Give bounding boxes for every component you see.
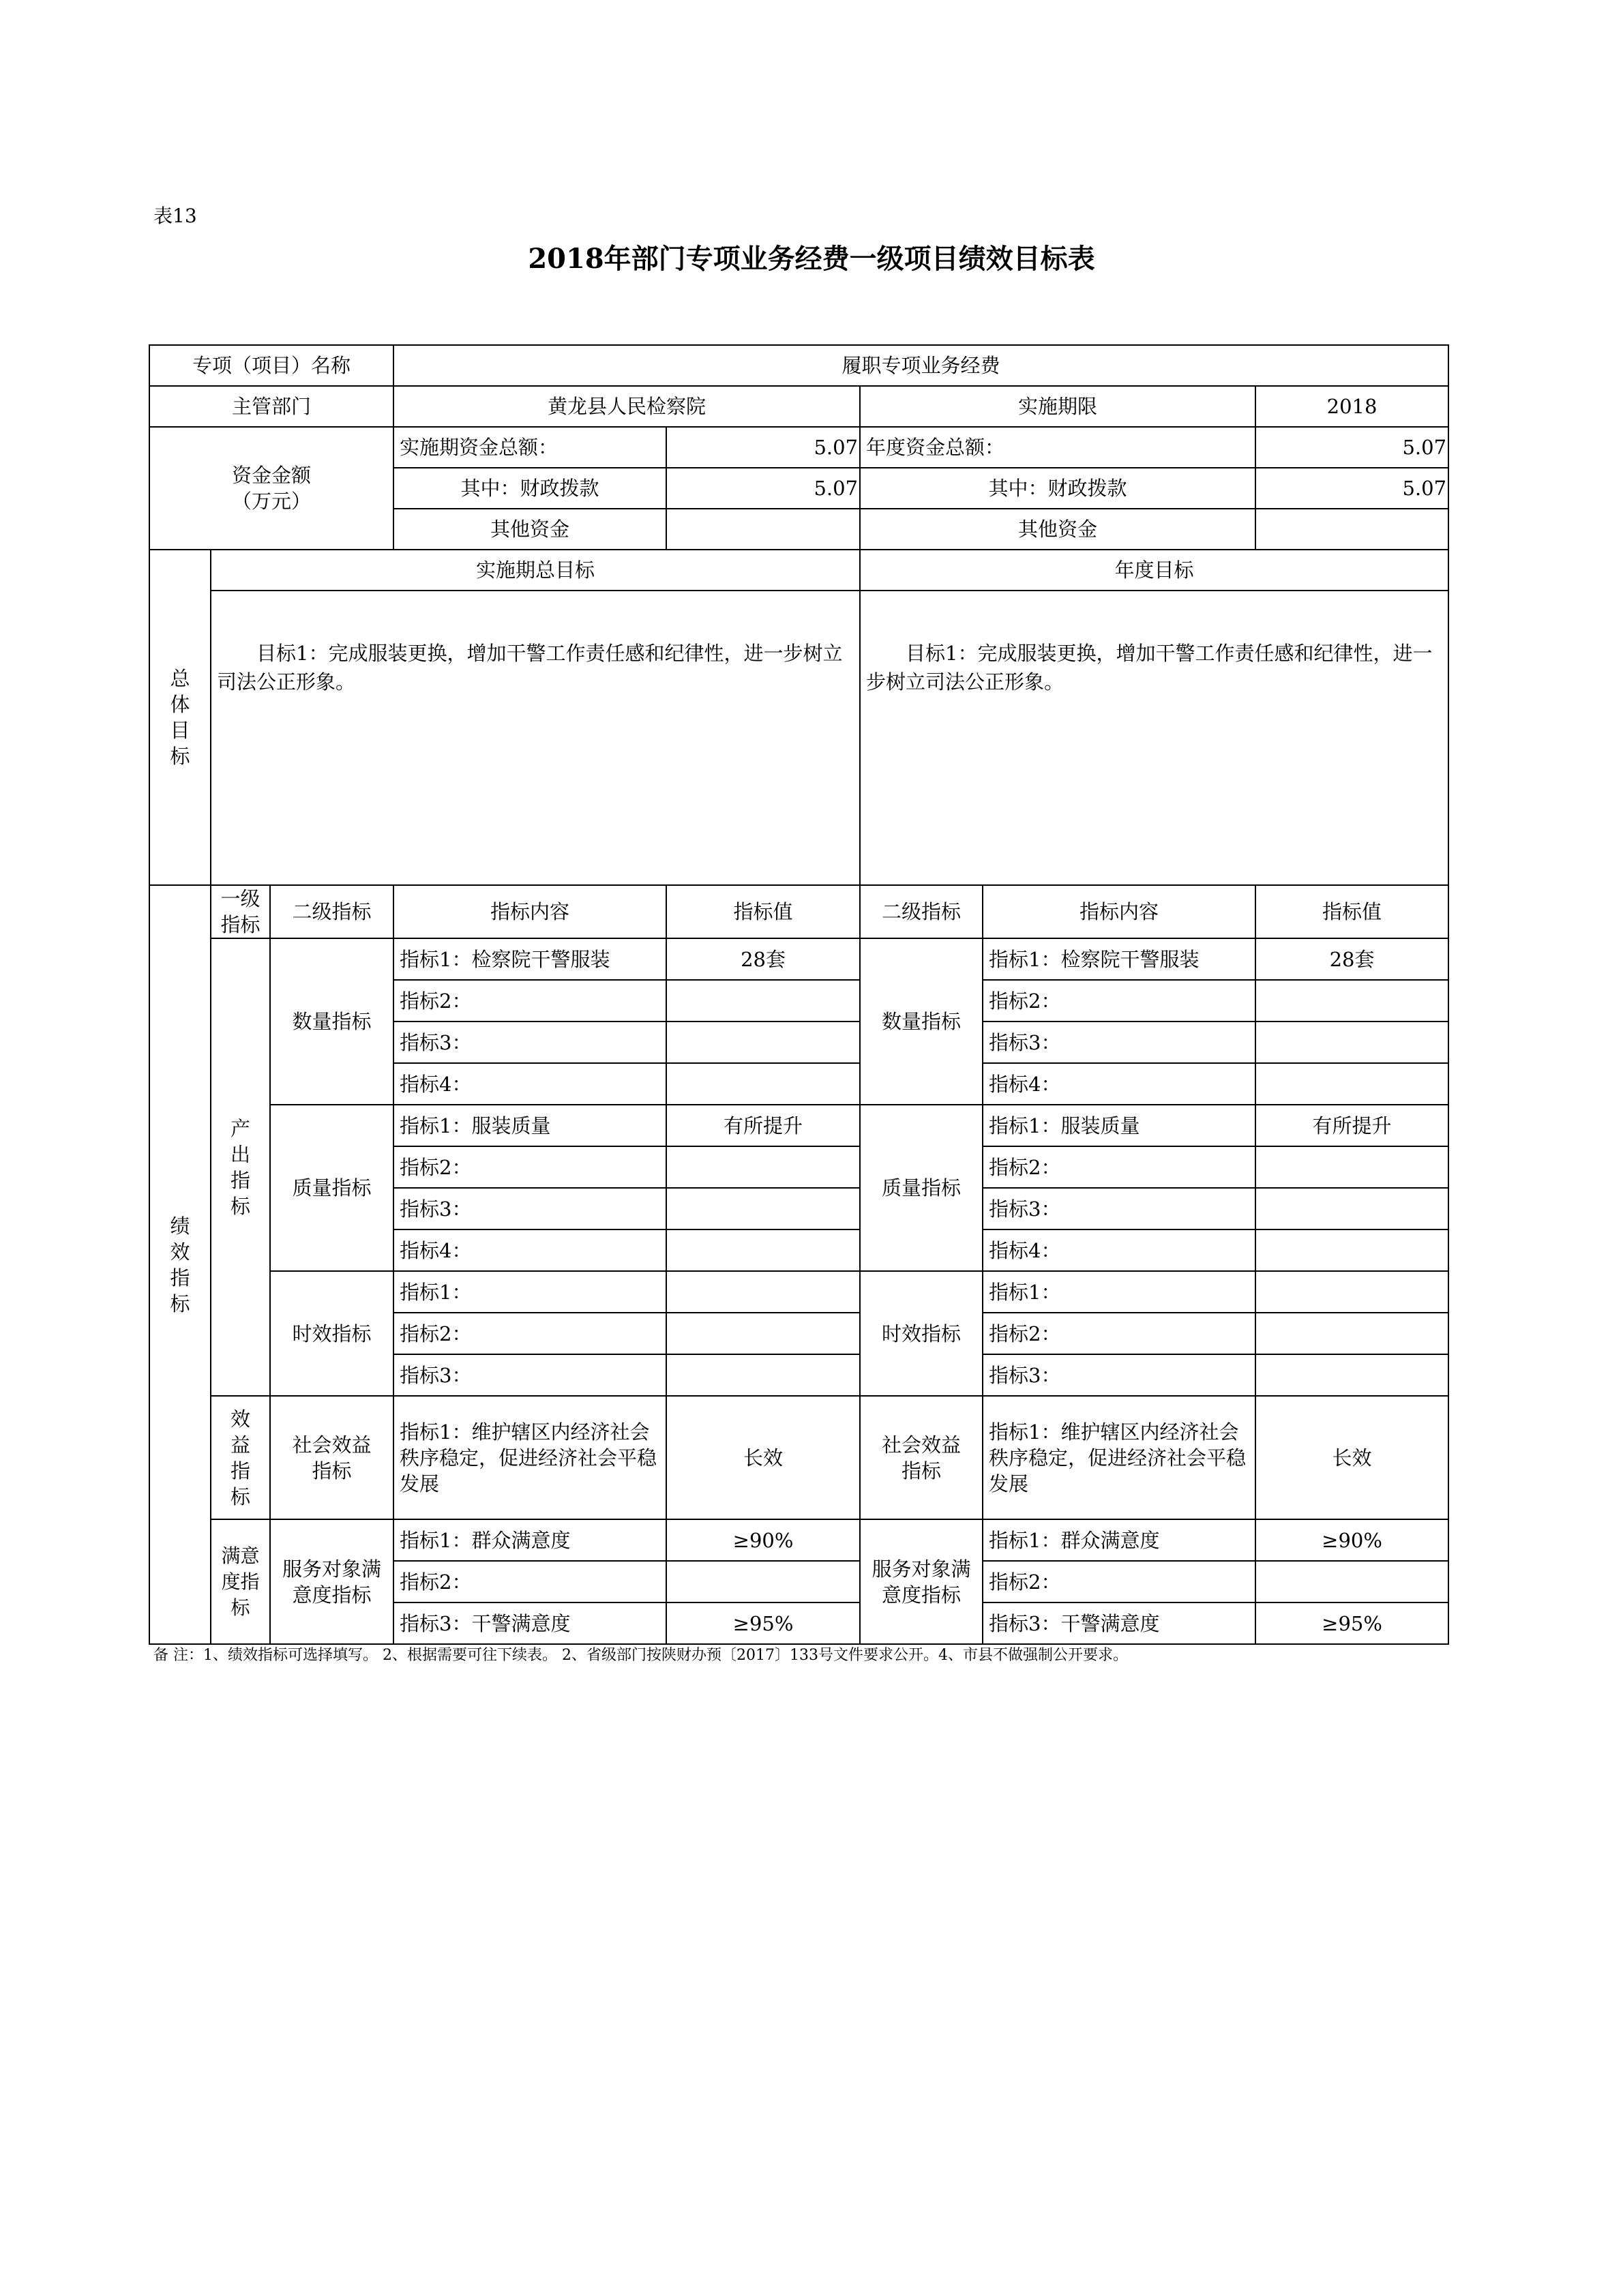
indicator-value <box>666 1146 860 1188</box>
indicator-content: 指标2： <box>393 1313 666 1354</box>
indicator-content: 指标2： <box>393 1561 666 1602</box>
indicator-content-annual: 指标3： <box>983 1022 1255 1063</box>
indicator-content-annual: 指标1： <box>983 1271 1255 1313</box>
row-project-name <box>149 345 1448 386</box>
indicator-content-annual: 指标3：干警满意度 <box>983 1602 1255 1644</box>
period-label: 实施期限 <box>860 386 1255 427</box>
indicator-content-annual: 指标1：检察院干警服装 <box>983 938 1255 980</box>
indicator-content-annual: 指标2： <box>983 1146 1255 1188</box>
indicator-value <box>666 1022 860 1063</box>
funds-label-line1: 资金金额 <box>232 464 312 487</box>
benefit-indicator-label: 效益指标 <box>211 1396 270 1519</box>
indicator-content-annual: 指标1：群众满意度 <box>983 1519 1255 1561</box>
indicator-value-annual: 28套 <box>1255 938 1448 980</box>
indicator-content-annual: 指标2： <box>983 1561 1255 1602</box>
indicator-value-annual <box>1255 980 1448 1022</box>
indicator-value-annual <box>1255 1229 1448 1271</box>
content-header: 指标内容 <box>393 885 666 938</box>
level2-header: 二级指标 <box>270 885 393 938</box>
department-value: 黄龙县人民检察院 <box>393 386 860 427</box>
quality-label: 质量指标 <box>270 1105 393 1271</box>
indicator-content-annual: 指标4： <box>983 1063 1255 1105</box>
footnote: 备 注：1、绩效指标可选择填写。 2、根据需要可往下续表。 2、省级部门按陕财办预〔2017〕133号文件要求公开。4、市县不做强制公开要求。 <box>153 1647 1128 1664</box>
indicator-value <box>666 1313 860 1354</box>
indicator-content: 指标3：干警满意度 <box>393 1602 666 1644</box>
indicator-value: 28套 <box>666 938 860 980</box>
annual-funds-other-value <box>1255 509 1448 550</box>
funds-total-label: 实施期资金总额： <box>393 427 666 468</box>
table-number: 表13 <box>153 205 197 227</box>
row-overall-text <box>149 591 1448 885</box>
quantity-label: 数量指标 <box>270 938 393 1105</box>
indicator-value-annual: ≥90% <box>1255 1519 1448 1561</box>
indicator-content-annual: 指标1：维护辖区内经济社会秩序稳定，促进经济社会平稳发展 <box>983 1396 1255 1519</box>
indicator-value-annual <box>1255 1561 1448 1602</box>
indicator-content: 指标3： <box>393 1354 666 1396</box>
value-header-annual: 指标值 <box>1255 885 1448 938</box>
indicator-value-annual <box>1255 1146 1448 1188</box>
project-name-value: 履职专项业务经费 <box>393 345 1448 386</box>
indicator-content: 指标4： <box>393 1063 666 1105</box>
indicator-value-annual: ≥95% <box>1255 1602 1448 1644</box>
funds-label <box>149 427 393 550</box>
indicator-content: 指标1：服装质量 <box>393 1105 666 1146</box>
quantity-label-annual: 数量指标 <box>860 938 983 1105</box>
indicator-value: 有所提升 <box>666 1105 860 1146</box>
annual-funds-total-value: 5.07 <box>1255 427 1448 468</box>
service-satisfaction-label: 服务对象满意度指标 <box>270 1519 393 1644</box>
row-funds-total <box>149 427 1448 468</box>
annual-funds-other-label: 其他资金 <box>860 509 1255 550</box>
indicator-content-annual: 指标3： <box>983 1354 1255 1396</box>
indicator-value-annual <box>1255 1188 1448 1229</box>
indicator-value <box>666 1561 860 1602</box>
annual-funds-fiscal-label: 其中：财政拨款 <box>860 468 1255 509</box>
funds-total-value: 5.07 <box>666 427 860 468</box>
social-benefit-label-annual: 社会效益指标 <box>860 1396 983 1519</box>
funds-other-value <box>666 509 860 550</box>
service-satisfaction-label-annual: 服务对象满意度指标 <box>860 1519 983 1644</box>
indicator-value-annual: 长效 <box>1255 1396 1448 1519</box>
table-row <box>149 1396 1448 1519</box>
indicator-value <box>666 980 860 1022</box>
overall-goal-side-label: 总体目标 <box>149 550 211 885</box>
funds-fiscal-value: 5.07 <box>666 468 860 509</box>
row-perf-header <box>149 885 1448 938</box>
table-row <box>149 1105 1448 1146</box>
project-name-label: 专项（项目）名称 <box>149 345 393 386</box>
table-row <box>149 1519 1448 1561</box>
indicator-value <box>666 1188 860 1229</box>
indicator-value-annual: 有所提升 <box>1255 1105 1448 1146</box>
indicator-value <box>666 1271 860 1313</box>
indicator-value-annual <box>1255 1313 1448 1354</box>
indicator-content: 指标1： <box>393 1271 666 1313</box>
table-row <box>149 938 1448 980</box>
indicator-content-annual: 指标1：服装质量 <box>983 1105 1255 1146</box>
row-overall-header <box>149 550 1448 591</box>
social-benefit-label: 社会效益指标 <box>270 1396 393 1519</box>
perf-side-label: 绩效指标 <box>149 885 211 1644</box>
indicator-content: 指标1：群众满意度 <box>393 1519 666 1561</box>
indicator-value-annual <box>1255 1063 1448 1105</box>
row-department <box>149 386 1448 427</box>
indicator-content: 指标1：维护辖区内经济社会秩序稳定，促进经济社会平稳发展 <box>393 1396 666 1519</box>
indicator-value: ≥90% <box>666 1519 860 1561</box>
annual-goal-text: 目标1：完成服装更换，增加干警工作责任感和纪律性，进一步树立司法公正形象。 <box>860 591 1448 885</box>
satisfaction-indicator-label: 满意度指标 <box>211 1519 270 1644</box>
funds-other-label: 其他资金 <box>393 509 666 550</box>
annual-funds-total-label: 年度资金总额： <box>860 427 1255 468</box>
annual-goal-header: 年度目标 <box>860 550 1448 591</box>
period-goal-header: 实施期总目标 <box>211 550 860 591</box>
indicator-value-annual <box>1255 1354 1448 1396</box>
value-header: 指标值 <box>666 885 860 938</box>
funds-fiscal-label: 其中：财政拨款 <box>393 468 666 509</box>
indicator-content-annual: 指标4： <box>983 1229 1255 1271</box>
indicator-content-annual: 指标2： <box>983 1313 1255 1354</box>
indicator-value: 长效 <box>666 1396 860 1519</box>
table-row <box>149 1271 1448 1313</box>
indicator-content-annual: 指标3： <box>983 1188 1255 1229</box>
content-header-annual: 指标内容 <box>983 885 1255 938</box>
indicator-value-annual <box>1255 1271 1448 1313</box>
period-goal-text: 目标1：完成服装更换，增加干警工作责任感和纪律性，进一步树立司法公正形象。 <box>211 591 860 885</box>
period-value: 2018 <box>1255 386 1448 427</box>
indicator-content: 指标1：检察院干警服装 <box>393 938 666 980</box>
timeliness-label: 时效指标 <box>270 1271 393 1396</box>
indicator-content: 指标3： <box>393 1188 666 1229</box>
indicator-value <box>666 1354 860 1396</box>
indicator-content: 指标3： <box>393 1022 666 1063</box>
quality-label-annual: 质量指标 <box>860 1105 983 1271</box>
level2-header-annual: 二级指标 <box>860 885 983 938</box>
indicator-content: 指标4： <box>393 1229 666 1271</box>
funds-label-line2: （万元） <box>232 490 312 513</box>
level1-header: 一级指标 <box>211 885 270 938</box>
page-title: 2018年部门专项业务经费一级项目绩效目标表 <box>528 243 1095 275</box>
indicator-content: 指标2： <box>393 980 666 1022</box>
timeliness-label-annual: 时效指标 <box>860 1271 983 1396</box>
indicator-value <box>666 1229 860 1271</box>
indicator-value-annual <box>1255 1022 1448 1063</box>
output-indicator-label: 产出指标 <box>211 938 270 1396</box>
annual-funds-fiscal-value: 5.07 <box>1255 468 1448 509</box>
department-label: 主管部门 <box>149 386 393 427</box>
indicator-value <box>666 1063 860 1105</box>
indicator-content: 指标2： <box>393 1146 666 1188</box>
indicator-value: ≥95% <box>666 1602 860 1644</box>
indicator-content-annual: 指标2： <box>983 980 1255 1022</box>
performance-goal-table <box>149 344 1449 1645</box>
